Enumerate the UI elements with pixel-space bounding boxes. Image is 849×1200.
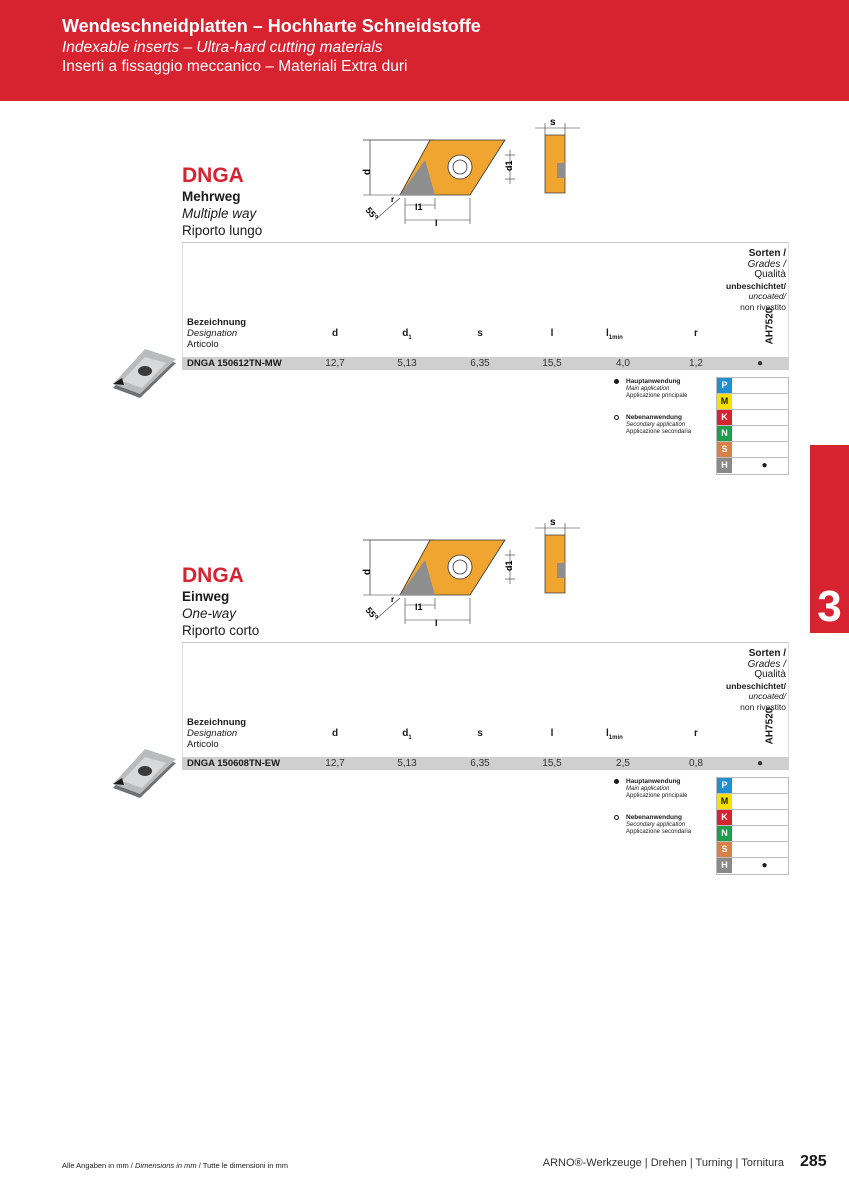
insert-product-photo bbox=[110, 748, 178, 803]
col-header-l1min bbox=[606, 328, 646, 341]
product-title-block bbox=[182, 163, 262, 239]
col-header-l1min bbox=[606, 728, 646, 741]
col-header-d1-sub: 1 bbox=[408, 335, 412, 341]
row-s: 6,35 bbox=[470, 358, 490, 369]
angle-label: 55° bbox=[363, 605, 381, 623]
page-number: 285 bbox=[800, 1153, 827, 1170]
header-title-de: Wendeschneidplatten – Hochharte Schneidstoffe bbox=[62, 16, 481, 36]
iso-mark: ● bbox=[761, 460, 768, 471]
iso-row-p bbox=[717, 778, 788, 794]
designation-en: Designation bbox=[187, 328, 238, 339]
col-header-l1-main: l bbox=[606, 728, 609, 739]
uncoated-de: unbeschichtet/ bbox=[726, 280, 786, 291]
filled-dot-icon bbox=[614, 379, 619, 384]
product-name-en: Multiple way bbox=[182, 206, 257, 221]
iso-letter-badge: H bbox=[717, 858, 732, 873]
insert-side-view-drawing bbox=[530, 113, 585, 198]
row-d: 12,7 bbox=[325, 358, 345, 369]
iso-letter-badge: M bbox=[717, 394, 732, 409]
row-l1min: 2,5 bbox=[616, 758, 630, 769]
iso-row-s bbox=[717, 442, 788, 458]
uncoated-en: uncoated/ bbox=[748, 691, 786, 701]
iso-row-k bbox=[717, 410, 788, 426]
grades-de: Sorten / bbox=[748, 248, 786, 259]
dim-l1-label: l1 bbox=[415, 202, 423, 212]
legend-secondary-application bbox=[614, 814, 691, 837]
footer-units-de: Alle Angaben in mm bbox=[62, 1161, 129, 1170]
col-header-d: d bbox=[331, 328, 339, 339]
iso-letter-badge: S bbox=[717, 442, 732, 457]
footer-units-it: Tutte le dimensioni in mm bbox=[202, 1161, 288, 1170]
iso-letter-badge: P bbox=[717, 378, 732, 393]
legend-sec-en: Secondary application bbox=[626, 821, 686, 828]
col-header-d1 bbox=[387, 728, 427, 741]
designation-it: Articolo bbox=[187, 339, 219, 350]
col-header-l1-sub: 1min bbox=[608, 335, 623, 341]
col-header-l1-sub: 1min bbox=[608, 735, 623, 741]
spec-table-header bbox=[182, 642, 789, 757]
col-header-l: l bbox=[550, 328, 554, 339]
col-header-s: s bbox=[477, 328, 483, 339]
chapter-tab[interactable] bbox=[810, 445, 849, 633]
dim-l-label: l bbox=[435, 218, 438, 228]
row-d1: 5,13 bbox=[397, 358, 417, 369]
row-designation: DNGA 150608TN-EW bbox=[187, 758, 281, 769]
row-grade-mark: ● bbox=[756, 358, 764, 369]
row-l1min: 4,0 bbox=[616, 358, 630, 369]
iso-row-h bbox=[717, 458, 788, 474]
dim-d1-label: d1 bbox=[504, 560, 514, 571]
iso-letter-badge: K bbox=[717, 410, 732, 425]
row-d: 12,7 bbox=[325, 758, 345, 769]
legend-main-de: Hauptanwendung bbox=[626, 378, 681, 385]
legend-main-en: Main application bbox=[626, 385, 670, 392]
footer-units-en: Dimensions in mm bbox=[134, 1161, 197, 1170]
dim-r-label: r bbox=[391, 595, 395, 604]
iso-row-n bbox=[717, 826, 788, 842]
iso-row-n bbox=[717, 426, 788, 442]
uncoated-it: non rivestito bbox=[740, 301, 786, 312]
iso-application-table bbox=[716, 777, 789, 875]
table-row[interactable] bbox=[182, 757, 789, 770]
dim-d-label: d bbox=[362, 568, 373, 575]
designation-it: Articolo bbox=[187, 739, 219, 750]
footer-units-note bbox=[62, 1161, 288, 1170]
iso-letter-badge: N bbox=[717, 826, 732, 841]
row-r: 1,2 bbox=[689, 358, 703, 369]
row-s: 6,35 bbox=[470, 758, 490, 769]
grade-name: AH7520 bbox=[764, 307, 776, 345]
product-code: DNGA bbox=[182, 164, 244, 187]
col-header-d1-sub: 1 bbox=[408, 735, 412, 741]
product-title-block bbox=[182, 563, 259, 639]
legend-sec-it: Applicazione secondaria bbox=[626, 429, 692, 435]
legend-main-de: Hauptanwendung bbox=[626, 778, 681, 785]
iso-row-m bbox=[717, 794, 788, 810]
grades-de: Sorten / bbox=[748, 648, 786, 659]
designation-header bbox=[187, 717, 246, 750]
col-header-d: d bbox=[331, 728, 339, 739]
col-header-d1 bbox=[387, 328, 427, 341]
product-name-it: Riporto lungo bbox=[182, 223, 263, 238]
iso-application-table bbox=[716, 377, 789, 475]
designation-header bbox=[187, 317, 246, 350]
legend-secondary-application bbox=[614, 414, 691, 437]
row-grade-mark: ● bbox=[756, 758, 764, 769]
dim-r-label: r bbox=[391, 195, 395, 204]
col-header-l: l bbox=[550, 728, 554, 739]
header-title-it: Inserti a fissaggio meccanico – Materiali Extra duri bbox=[62, 58, 408, 75]
iso-letter-badge: M bbox=[717, 794, 732, 809]
legend-sec-de: Nebenanwendung bbox=[626, 414, 682, 421]
legend-main-it: Applicazione principale bbox=[626, 793, 688, 799]
grades-en: Grades / bbox=[747, 658, 786, 670]
footer-sep: / bbox=[128, 1161, 135, 1170]
row-l: 15,5 bbox=[542, 358, 562, 369]
spec-table-header bbox=[182, 242, 789, 357]
designation-de: Bezeichnung bbox=[187, 317, 247, 328]
legend-main-application bbox=[614, 778, 687, 801]
iso-row-k bbox=[717, 810, 788, 826]
uncoated-de: unbeschichtet/ bbox=[726, 680, 786, 691]
grade-column-header bbox=[761, 296, 779, 356]
iso-letter-badge: S bbox=[717, 842, 732, 857]
col-header-l1-main: l bbox=[606, 328, 609, 339]
iso-letter-badge: K bbox=[717, 810, 732, 825]
dim-s-label: s bbox=[550, 117, 556, 128]
iso-row-h bbox=[717, 858, 788, 874]
product-name-de: Mehrweg bbox=[182, 189, 241, 204]
product-name-en: One-way bbox=[182, 606, 237, 621]
uncoated-it: non rivestito bbox=[740, 701, 786, 712]
footer-sep: / bbox=[196, 1161, 203, 1170]
designation-en: Designation bbox=[187, 728, 238, 739]
legend-main-it: Applicazione principale bbox=[626, 393, 688, 399]
grade-name: AH7520 bbox=[764, 707, 776, 745]
iso-letter-badge: H bbox=[717, 458, 732, 473]
table-row[interactable] bbox=[182, 357, 789, 370]
page-header bbox=[0, 0, 849, 101]
iso-mark: ● bbox=[761, 860, 768, 871]
empty-dot-icon bbox=[614, 815, 619, 820]
row-l: 15,5 bbox=[542, 758, 562, 769]
iso-letter-badge: N bbox=[717, 426, 732, 441]
insert-product-photo bbox=[110, 348, 178, 403]
grade-column-header bbox=[761, 696, 779, 756]
legend-sec-it: Applicazione secondaria bbox=[626, 829, 692, 835]
row-r: 0,8 bbox=[689, 758, 703, 769]
designation-de: Bezeichnung bbox=[187, 717, 247, 728]
insert-side-view-drawing bbox=[530, 513, 585, 598]
legend-main-en: Main application bbox=[626, 785, 670, 792]
footer-breadcrumb: ARNO®-Werkzeuge | Drehen | Turning | Tornitura bbox=[542, 1157, 784, 1169]
col-header-s: s bbox=[477, 728, 483, 739]
grades-it: Qualità bbox=[754, 669, 786, 680]
dim-l1-label: l1 bbox=[415, 602, 423, 612]
iso-row-p bbox=[717, 378, 788, 394]
header-title-en: Indexable inserts – Ultra-hard cutting materials bbox=[62, 39, 383, 56]
legend-sec-de: Nebenanwendung bbox=[626, 814, 682, 821]
dim-d1-label: d1 bbox=[504, 160, 514, 171]
filled-dot-icon bbox=[614, 779, 619, 784]
uncoated-en: uncoated/ bbox=[748, 291, 786, 301]
product-name-de: Einweg bbox=[182, 589, 230, 604]
row-d1: 5,13 bbox=[397, 758, 417, 769]
dim-l-label: l bbox=[435, 618, 438, 628]
iso-row-m bbox=[717, 394, 788, 410]
legend-sec-en: Secondary application bbox=[626, 421, 686, 428]
insert-top-view-drawing bbox=[355, 130, 520, 230]
grades-en: Grades / bbox=[747, 258, 786, 270]
iso-letter-badge: P bbox=[717, 778, 732, 793]
angle-label: 55° bbox=[363, 205, 381, 223]
product-code: DNGA bbox=[182, 564, 244, 587]
dim-d-label: d bbox=[362, 168, 373, 175]
product-name-it: Riporto corto bbox=[182, 623, 260, 638]
iso-row-s bbox=[717, 842, 788, 858]
row-designation: DNGA 150612TN-MW bbox=[187, 358, 282, 369]
col-header-d1-main: d bbox=[402, 328, 409, 339]
chapter-number: 3 bbox=[817, 582, 842, 631]
col-header-d1-main: d bbox=[402, 728, 409, 739]
legend-main-application bbox=[614, 378, 687, 401]
empty-dot-icon bbox=[614, 415, 619, 420]
dim-s-label: s bbox=[550, 517, 556, 528]
grades-it: Qualità bbox=[754, 269, 786, 280]
col-header-r: r bbox=[694, 328, 698, 339]
insert-top-view-drawing bbox=[355, 530, 520, 630]
col-header-r: r bbox=[694, 728, 698, 739]
